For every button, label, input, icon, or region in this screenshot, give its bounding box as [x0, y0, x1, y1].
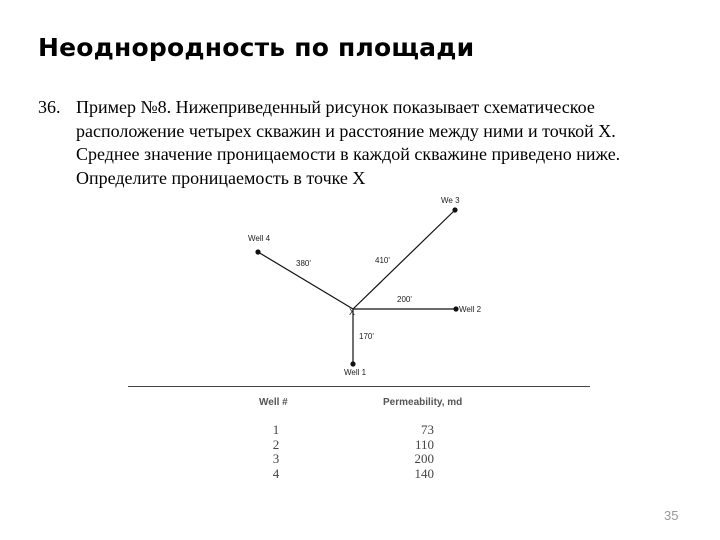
table-cell-permeability: 110 [414, 436, 434, 452]
table-rule [128, 386, 590, 387]
slide-title: Неоднородность по площади [38, 33, 475, 62]
page-number: 35 [664, 508, 679, 523]
distance-well-1: 170' [359, 332, 374, 341]
table-col-permeability [408, 423, 434, 481]
table-cell-well: 3 [272, 451, 280, 466]
well-4-label: Well 4 [248, 234, 271, 243]
distance-well-2: 200' [397, 295, 412, 304]
well-1-label: Well 1 [344, 368, 367, 377]
table-cell-well: 2 [272, 436, 280, 452]
point-x-label: X [349, 307, 356, 317]
distance-well-4: 380' [296, 259, 311, 268]
distance-well-3: 410' [375, 256, 390, 265]
table-cell-permeability: 73 [421, 422, 434, 437]
table-cell-permeability: 200 [414, 451, 434, 466]
table-cell-well: 4 [272, 465, 280, 481]
table-header-well: Well # [259, 397, 288, 408]
problem-line-1: Пример №8. Нижеприведенный рисунок показывает схематическое [76, 97, 595, 117]
problem-number: 36. [38, 97, 61, 117]
well-1-marker [350, 361, 355, 366]
well-4-marker [255, 249, 260, 254]
table-header-permeability: Permeability, md [383, 397, 463, 408]
table-cell-well: 1 [272, 422, 280, 437]
problem-line-2: расположение четырех скважин и расстояние между ними и точкой X. [76, 120, 616, 141]
table-col-well [268, 423, 284, 481]
well-2-marker [453, 306, 458, 311]
well-3-label: We 3 [441, 196, 460, 205]
well-3-marker [452, 207, 457, 212]
problem-line-3: Среднее значение проницаемости в каждой скважине приведено ниже. [76, 144, 621, 164]
table-cell-permeability: 140 [414, 465, 434, 481]
problem-line-4: Определите проницаемость в точке X [76, 167, 366, 188]
well-2-label: Well 2 [459, 305, 482, 314]
